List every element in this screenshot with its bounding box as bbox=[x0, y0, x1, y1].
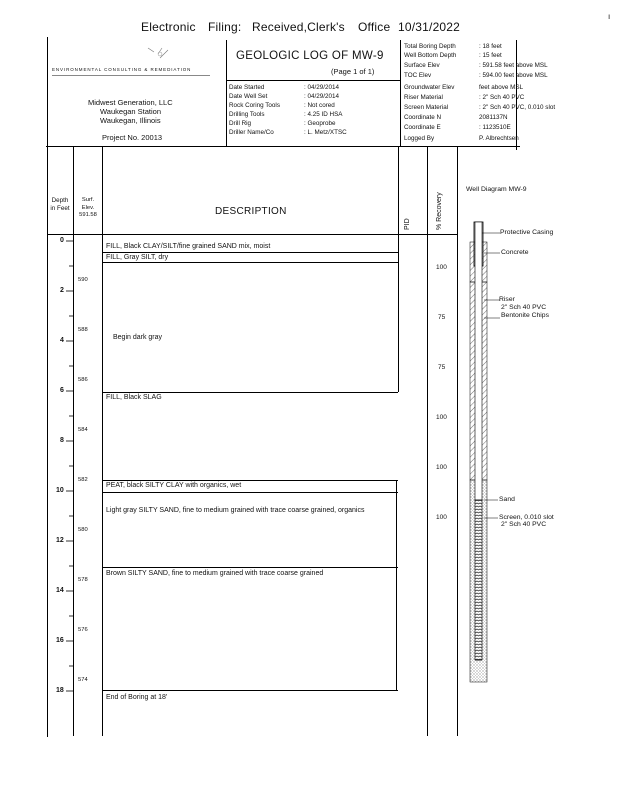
well-label-riser: Riser bbox=[499, 296, 515, 303]
right-field-value: : 15 feet bbox=[479, 52, 502, 59]
depth-tick: 6 bbox=[60, 387, 64, 394]
elev-header: Surf. Elev. 591.58 bbox=[79, 197, 97, 218]
right-field-label: Well Bottom Depth bbox=[404, 52, 457, 59]
header-divider-1 bbox=[226, 40, 227, 147]
right-field-label: Riser Material bbox=[404, 94, 443, 101]
right-field-label: Logged By bbox=[404, 135, 435, 142]
right-field-value: : 1123510E bbox=[479, 124, 511, 131]
elev-tick: 588 bbox=[78, 327, 88, 333]
well-label-bentonite: Bentonite Chips bbox=[501, 312, 549, 319]
column-header-bottom bbox=[47, 234, 457, 235]
recovery-value: 100 bbox=[436, 414, 447, 421]
recovery-value: 100 bbox=[436, 514, 447, 521]
right-field-label: Screen Material bbox=[404, 104, 449, 111]
mid-field-value: : Not cored bbox=[304, 102, 335, 109]
log-title: GEOLOGIC LOG OF MW-9 bbox=[236, 50, 384, 62]
company-name: ENVIRONMENTAL CONSULTING & REMEDIATION bbox=[52, 67, 192, 72]
description-row: End of Boring at 18' bbox=[106, 694, 168, 701]
well-label-riser-spec: 2" Sch 40 PVC bbox=[501, 304, 547, 311]
client-name: Midwest Generation, LLC bbox=[88, 98, 173, 107]
right-field-value: feet above MSL bbox=[479, 84, 524, 91]
filing-received: Received,Clerk's bbox=[252, 20, 345, 34]
right-field-value: : 594.00 feet above MSL bbox=[479, 72, 548, 79]
well-label-concrete: Concrete bbox=[501, 249, 529, 256]
station-location: Waukegan, Illinois bbox=[100, 116, 161, 125]
depth-header: Depth in Feet bbox=[50, 197, 70, 212]
elev-tick: 586 bbox=[78, 377, 88, 383]
mid-field-label: Drill Rig bbox=[229, 120, 252, 127]
pid-header: PID bbox=[404, 218, 411, 230]
right-field-value: : 2" Sch 40 PVC, 0.010 slot bbox=[479, 104, 556, 111]
description-row: FILL, Gray SILT, dry bbox=[106, 254, 169, 261]
recovery-value: 100 bbox=[436, 464, 447, 471]
mid-field-value: : 04/29/2014 bbox=[304, 93, 340, 100]
well-leader-lines bbox=[480, 230, 504, 530]
right-field-label: TOC Elev bbox=[404, 72, 432, 79]
elev-tick: 578 bbox=[78, 577, 88, 583]
elev-tick: 574 bbox=[78, 677, 88, 683]
header-divider-2 bbox=[400, 40, 401, 147]
mid-field-label: Drilling Tools bbox=[229, 111, 265, 118]
corner-mark: ı bbox=[608, 12, 611, 21]
mid-field-label: Date Well Set bbox=[229, 93, 268, 100]
right-field-value: : 18 feet bbox=[479, 43, 502, 50]
stratum-boundary bbox=[102, 567, 398, 568]
filing-date: 10/31/2022 bbox=[398, 20, 461, 34]
well-label-sand: Sand bbox=[499, 496, 515, 503]
stratum-boundary bbox=[102, 252, 398, 253]
depth-tick: 12 bbox=[56, 537, 64, 544]
mid-field-label: Date Started bbox=[229, 84, 265, 91]
description-row: Light gray SILTY SAND, fine to medium grained with trace coarse grained, organics bbox=[106, 507, 365, 514]
filing-word: Filing: bbox=[208, 20, 242, 34]
well-label-protective: Protective Casing bbox=[500, 229, 554, 236]
mid-field-value: : L. Metz/XTSC bbox=[304, 129, 347, 136]
description-header: DESCRIPTION bbox=[215, 206, 287, 217]
left-border bbox=[47, 37, 48, 737]
recovery-value: 100 bbox=[436, 264, 447, 271]
desc-right-line-lower bbox=[396, 480, 397, 690]
depth-tick: 2 bbox=[60, 287, 64, 294]
stratum-boundary bbox=[102, 262, 398, 263]
right-field-value: : 2" Sch 40 PVC bbox=[479, 94, 525, 101]
elev-tick: 584 bbox=[78, 427, 88, 433]
filing-label: Electronic bbox=[141, 20, 196, 34]
right-field-value: : 591.58 feet above MSL bbox=[479, 62, 548, 69]
mid-field-label: Driller Name/Co bbox=[229, 129, 274, 136]
title-box-bottom bbox=[226, 80, 400, 81]
mid-field-label: Rock Coring Tools bbox=[229, 102, 280, 109]
description-row: FILL, Black SLAG bbox=[106, 394, 162, 401]
elev-tick: 590 bbox=[78, 277, 88, 283]
description-row: PEAT, black SILTY CLAY with organics, wet bbox=[106, 482, 242, 489]
elev-tick: 580 bbox=[78, 527, 88, 533]
header-bottom-line bbox=[46, 146, 520, 147]
stratum-boundary bbox=[102, 392, 398, 393]
description-row: Brown SILTY SAND, fine to medium grained with trace coarse grained bbox=[106, 570, 324, 577]
desc-right-line bbox=[398, 146, 399, 392]
recovery-value: 75 bbox=[438, 314, 446, 321]
mid-field-value: : 4.25 ID HSA bbox=[304, 111, 343, 118]
depth-tick: 4 bbox=[60, 337, 64, 344]
depth-tick: 8 bbox=[60, 437, 64, 444]
right-field-value: P. Albrechtsen bbox=[479, 135, 519, 142]
description-row: Begin dark gray bbox=[113, 334, 163, 341]
depth-tick-marks bbox=[66, 240, 76, 700]
right-field-value: 2081137N bbox=[479, 114, 508, 121]
stratum-boundary bbox=[102, 492, 398, 493]
right-field-label: Groundwater Elev bbox=[404, 84, 455, 91]
depth-tick: 10 bbox=[56, 487, 64, 494]
well-label-screen-spec: 2" Sch 40 PVC bbox=[501, 521, 547, 528]
right-field-label: Surface Elev bbox=[404, 62, 440, 69]
stratum-boundary bbox=[102, 690, 398, 691]
logo-rule bbox=[52, 75, 210, 76]
right-field-label: Coordinate N bbox=[404, 114, 442, 121]
description-row: FILL, Black CLAY/SILT/fine grained SAND mix, moist bbox=[106, 243, 271, 250]
depth-tick: 14 bbox=[56, 587, 64, 594]
depth-tick: 16 bbox=[56, 637, 64, 644]
right-field-label: Total Boring Depth bbox=[404, 43, 456, 50]
depth-tick: 18 bbox=[56, 687, 64, 694]
log-page: (Page 1 of 1) bbox=[331, 67, 375, 76]
well-diagram-header: Well Diagram MW-9 bbox=[466, 186, 527, 193]
well-label-screen: Screen, 0.010 slot bbox=[499, 514, 554, 521]
depth-tick: 0 bbox=[60, 237, 64, 244]
mid-field-value: : 04/29/2014 bbox=[304, 84, 340, 91]
recovery-header: % Recovery bbox=[436, 192, 443, 230]
elev-tick: 576 bbox=[78, 627, 88, 633]
stratum-boundary bbox=[102, 480, 398, 481]
filing-office: Office bbox=[358, 20, 391, 34]
project-number: Project No. 20013 bbox=[102, 133, 163, 142]
elev-tick: 582 bbox=[78, 477, 88, 483]
station-name: Waukegan Station bbox=[100, 107, 162, 116]
mid-field-value: : Geoprobe bbox=[304, 120, 336, 127]
right-field-label: Coordinate E bbox=[404, 124, 441, 131]
recovery-value: 75 bbox=[438, 364, 446, 371]
